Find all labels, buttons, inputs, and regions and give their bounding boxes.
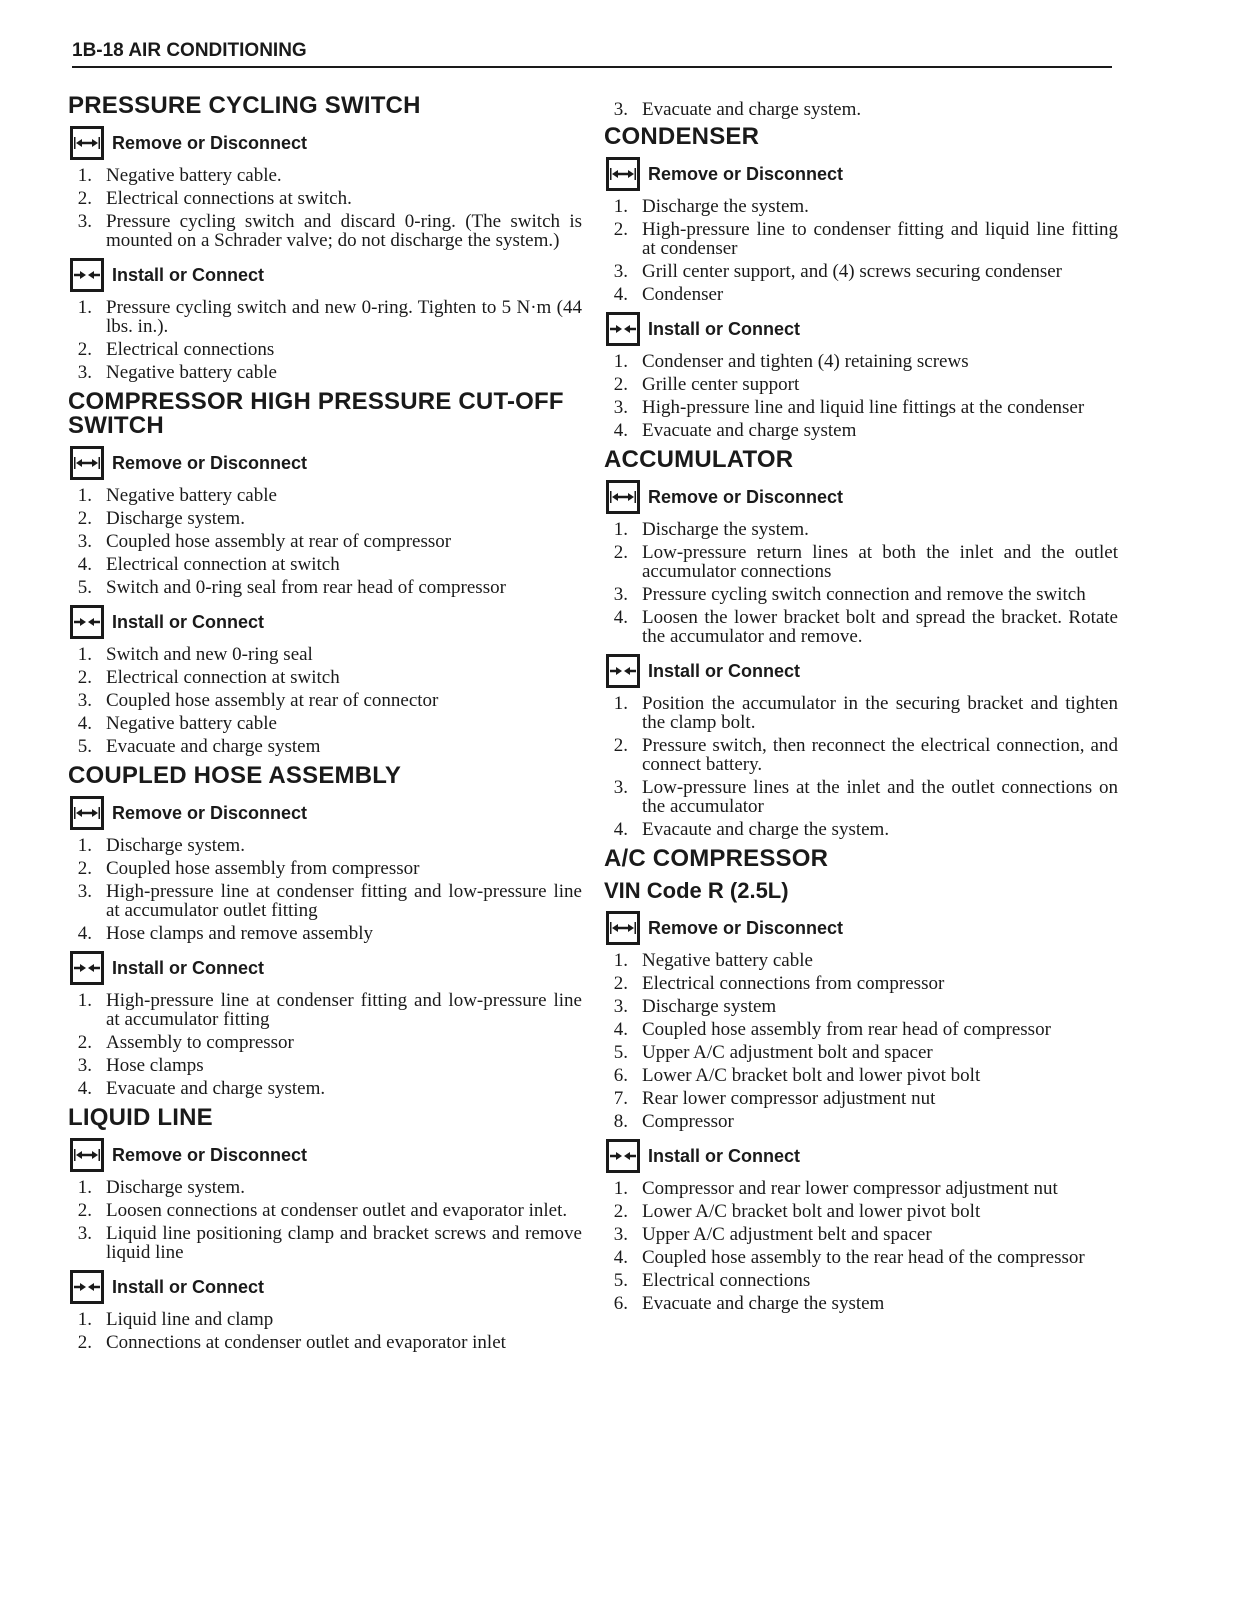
install-header [606,1139,1118,1173]
remove-steps [598,520,1118,646]
step-item [598,398,1118,417]
step-text: Compressor and rear lower compressor adjustment nut [642,1178,1058,1199]
step-item [598,520,1118,539]
step-item [598,608,1118,646]
step-number: 7. [613,1088,628,1109]
step-item [598,285,1118,304]
step-number: 5. [613,1042,628,1063]
step-text: Electrical connections from compressor [642,973,945,994]
step-number: 2. [613,219,628,240]
step-text: Coupled hose assembly to the rear head of the compressor [642,1247,1085,1268]
remove-steps [62,1178,582,1262]
step-text: Lower A/C bracket bolt and lower pivot bolt [642,1201,981,1222]
step-item [598,197,1118,216]
step-item [62,166,582,185]
step-item [598,220,1118,258]
remove-disconnect-icon [70,1138,104,1172]
step-number: 1. [77,990,92,1011]
step-number: 3. [613,1224,628,1245]
remove-label: Remove or Disconnect [648,163,844,184]
step-item [62,924,582,943]
step-number: 1. [77,1309,92,1330]
install-label: Install or Connect [648,318,801,339]
step-text: Electrical connection at switch [106,667,340,688]
section-title: ACCUMULATOR [604,446,794,473]
continued-steps [598,100,1118,119]
step-item [598,375,1118,394]
install-label: Install or Connect [112,611,265,632]
step-item [598,100,1118,119]
remove-label: Remove or Disconnect [112,452,308,473]
step-number: 1. [613,693,628,714]
install-connect-icon [70,951,104,985]
step-item [62,668,582,687]
install-connect-icon [606,654,640,688]
step-number: 3. [613,261,628,282]
step-item [598,1271,1118,1290]
step-text: High-pressure line and liquid line fittings at the condenser [642,397,1085,418]
step-text: Coupled hose assembly at rear of compressor [106,531,452,552]
step-item [62,363,582,382]
step-text: Grille center support [642,374,800,395]
step-text: Discharge the system. [642,519,809,540]
step-item [598,974,1118,993]
step-text: Position the accumulator in the securing bracket and tighten the clamp bolt. [642,693,1118,733]
step-number: 2. [613,542,628,563]
step-number: 3. [77,881,92,902]
step-item [598,1179,1118,1198]
step-text: High-pressure line at condenser fitting and low-pressure line at accumulator fitting [106,990,582,1030]
step-item [62,578,582,597]
step-text: Electrical connections [106,339,275,360]
remove-header [70,446,582,480]
step-item [598,543,1118,581]
step-text: Hose clamps [106,1055,204,1076]
step-item [62,691,582,710]
step-text: Low-pressure return lines at both the inlet and the outlet accumulator connections [642,542,1118,582]
step-number: 1. [613,519,628,540]
remove-header [606,157,1118,191]
step-number: 2. [77,1332,92,1353]
install-header [70,951,582,985]
step-number: 2. [613,735,628,756]
step-item [598,694,1118,732]
step-item [62,189,582,208]
step-number: 2. [77,188,92,209]
remove-disconnect-icon [70,796,104,830]
step-number: 6. [613,1293,628,1314]
step-item [62,859,582,878]
install-steps [598,694,1118,839]
step-item [62,645,582,664]
install-steps [62,298,582,382]
step-item [598,1225,1118,1244]
step-text: Coupled hose assembly from compressor [106,858,420,879]
step-text: Grill center support, and (4) screws securing condenser [642,261,1062,282]
step-text: Evacuate and charge the system [642,1293,885,1314]
step-text: Evacuate and charge system. [106,1078,326,1099]
section-subtitle: VIN Code R (2.5L) [604,878,789,903]
step-number: 3. [613,397,628,418]
step-number: 2. [77,339,92,360]
step-item [62,1178,582,1197]
step-number: 3. [77,1055,92,1076]
step-item [598,1202,1118,1221]
install-label: Install or Connect [648,660,801,681]
remove-steps [598,951,1118,1131]
step-item [62,509,582,528]
step-number: 3. [77,362,92,383]
install-steps [62,645,582,756]
step-number: 4. [77,554,92,575]
step-item [598,1066,1118,1085]
step-item [62,1033,582,1052]
step-text: Pressure cycling switch and discard 0-ring. (The switch is mounted on a Schrader valve; do not discharge the system.) [106,211,582,251]
step-text: Assembly to compressor [106,1032,294,1053]
step-text: Switch and new 0-ring seal [106,644,313,665]
step-text: Liquid line positioning clamp and bracket screws and remove liquid line [106,1223,582,1263]
step-number: 3. [77,531,92,552]
step-item [62,486,582,505]
step-text: Hose clamps and remove assembly [106,923,373,944]
step-number: 4. [77,713,92,734]
step-number: 6. [613,1065,628,1086]
step-number: 5. [77,577,92,598]
step-text: Lower A/C bracket bolt and lower pivot bolt [642,1065,981,1086]
step-item [598,1248,1118,1267]
step-item [598,1020,1118,1039]
step-text: Discharge the system. [642,196,809,217]
step-item [62,714,582,733]
section-title: A/C COMPRESSOR [604,845,829,872]
step-text: Condenser [642,284,724,305]
step-item [62,298,582,336]
left-column [62,88,582,1360]
step-number: 5. [613,1270,628,1291]
step-item [62,1333,582,1352]
step-text: Upper A/C adjustment bolt and spacer [642,1042,933,1063]
step-item [598,820,1118,839]
remove-header [70,1138,582,1172]
step-item [62,1056,582,1075]
step-item [598,585,1118,604]
step-item [598,997,1118,1016]
step-text: Discharge system. [106,835,245,856]
step-item [598,736,1118,774]
step-text: Compressor [642,1111,734,1132]
install-steps [62,991,582,1098]
step-number: 3. [613,996,628,1017]
step-item [598,421,1118,440]
step-number: 4. [77,923,92,944]
step-text: Discharge system. [106,1177,245,1198]
step-number: 1. [77,644,92,665]
step-text: Low-pressure lines at the inlet and the outlet connections on the accumulator [642,777,1118,817]
step-text: Evacaute and charge the system. [642,819,890,840]
step-text: Coupled hose assembly from rear head of compressor [642,1019,1051,1040]
step-text: Liquid line and clamp [106,1309,274,1330]
step-number: 3. [613,777,628,798]
step-text: Discharge system [642,996,777,1017]
step-number: 1. [613,950,628,971]
step-number: 5. [77,736,92,757]
section-title: CONDENSER [604,123,760,150]
install-label: Install or Connect [112,264,265,285]
step-number: 1. [613,196,628,217]
step-item [598,1043,1118,1062]
remove-steps [62,166,582,250]
step-text: Pressure cycling switch connection and remove the switch [642,584,1086,605]
step-number: 3. [77,1223,92,1244]
install-connect-icon [70,605,104,639]
section-title: COMPRESSOR HIGH PRESSURE CUT-OFF SWITCH [68,388,564,439]
step-item [62,1310,582,1329]
remove-header [606,480,1118,514]
step-text: Discharge system. [106,508,245,529]
step-number: 2. [77,667,92,688]
step-text: Negative battery cable. [106,165,282,186]
step-text: Negative battery cable [642,950,813,971]
remove-disconnect-icon [70,126,104,160]
install-steps [598,352,1118,440]
step-item [598,778,1118,816]
section-ac-compressor [598,847,1118,1313]
step-text: Electrical connections at switch. [106,188,352,209]
step-text: Negative battery cable [106,362,277,383]
step-text: Evacuate and charge system [106,736,321,757]
step-text: Rear lower compressor adjustment nut [642,1088,936,1109]
install-steps [62,1310,582,1352]
step-item [62,991,582,1029]
remove-disconnect-icon [606,911,640,945]
step-item [598,262,1118,281]
step-text: High-pressure line at condenser fitting and low-pressure line at accumulator outlet fitting [106,881,582,921]
step-text: Negative battery cable [106,713,277,734]
section-compressor-cutoff-switch [62,390,582,756]
step-text: Coupled hose assembly at rear of connector [106,690,439,711]
remove-header [70,126,582,160]
step-text: Upper A/C adjustment belt and spacer [642,1224,932,1245]
install-connect-icon [70,258,104,292]
step-number: 1. [77,835,92,856]
remove-header [606,911,1118,945]
section-accumulator [598,448,1118,839]
right-column [598,88,1118,1321]
step-text: Pressure switch, then reconnect the electrical connection, and connect battery. [642,735,1118,775]
install-connect-icon [70,1270,104,1304]
step-number: 8. [613,1111,628,1132]
step-number: 4. [613,819,628,840]
step-text: Electrical connections [642,1270,811,1291]
step-text: Evacuate and charge system [642,420,857,441]
install-header [606,312,1118,346]
step-number: 1. [613,1178,628,1199]
remove-label: Remove or Disconnect [648,486,844,507]
step-item [62,340,582,359]
step-item [62,212,582,250]
section-pressure-cycling-switch [62,94,582,382]
section-condenser [598,125,1118,440]
step-item [62,836,582,855]
install-connect-icon [606,312,640,346]
remove-disconnect-icon [70,446,104,480]
step-item [62,737,582,756]
step-number: 3. [77,211,92,232]
step-text: Evacuate and charge system. [642,99,862,120]
step-item [62,532,582,551]
install-label: Install or Connect [648,1145,801,1166]
step-number: 4. [613,1019,628,1040]
step-number: 4. [77,1078,92,1099]
remove-label: Remove or Disconnect [112,1144,308,1165]
remove-label: Remove or Disconnect [112,802,308,823]
step-item [598,1294,1118,1313]
section-title: PRESSURE CYCLING SWITCH [68,92,421,119]
step-number: 2. [613,374,628,395]
section-coupled-hose-assembly [62,764,582,1098]
step-number: 2. [77,1200,92,1221]
install-header [70,1270,582,1304]
step-text: Electrical connection at switch [106,554,340,575]
install-label: Install or Connect [112,1276,265,1297]
remove-disconnect-icon [606,157,640,191]
remove-label: Remove or Disconnect [112,132,308,153]
install-steps [598,1179,1118,1313]
remove-steps [62,486,582,597]
step-number: 1. [77,297,92,318]
step-item [598,352,1118,371]
step-number: 4. [613,420,628,441]
remove-steps [62,836,582,943]
step-number: 2. [613,973,628,994]
remove-steps [598,197,1118,304]
step-number: 1. [77,165,92,186]
install-header [606,654,1118,688]
remove-header [70,796,582,830]
step-number: 2. [613,1201,628,1222]
step-number: 3. [613,584,628,605]
remove-label: Remove or Disconnect [648,917,844,938]
step-text: Pressure cycling switch and new 0-ring. Tighten to 5 N·m (44 lbs. in.). [106,297,582,337]
step-item [598,951,1118,970]
step-text: Condenser and tighten (4) retaining screws [642,351,969,372]
step-number: 2. [77,508,92,529]
step-text: Loosen connections at condenser outlet and evaporator inlet. [106,1200,568,1221]
remove-disconnect-icon [606,480,640,514]
install-header [70,605,582,639]
step-item [62,1201,582,1220]
step-text: Switch and 0-ring seal from rear head of compressor [106,577,506,598]
install-connect-icon [606,1139,640,1173]
install-label: Install or Connect [112,957,265,978]
step-number: 4. [613,284,628,305]
step-number: 4. [613,607,628,628]
step-number: 4. [613,1247,628,1268]
step-text: Connections at condenser outlet and evaporator inlet [106,1332,506,1353]
step-number: 2. [77,1032,92,1053]
step-item [62,882,582,920]
step-text: Negative battery cable [106,485,277,506]
install-header [70,258,582,292]
step-number: 1. [613,351,628,372]
step-item [62,1079,582,1098]
step-number: 1. [77,485,92,506]
step-text: High-pressure line to condenser fitting and liquid line fitting at condenser [642,219,1118,259]
step-number: 3. [77,690,92,711]
section-title: LIQUID LINE [68,1104,213,1131]
step-item [598,1112,1118,1131]
step-item [62,1224,582,1262]
step-item [62,555,582,574]
step-number: 2. [77,858,92,879]
step-item [598,1089,1118,1108]
step-number: 1. [77,1177,92,1198]
page-header: 1B-18 AIR CONDITIONING [72,40,1112,68]
step-text: Loosen the lower bracket bolt and spread the bracket. Rotate the accumulator and remove. [642,607,1118,647]
section-title: COUPLED HOSE ASSEMBLY [68,762,402,789]
step-number: 3. [613,99,628,120]
section-liquid-line [62,1106,582,1352]
